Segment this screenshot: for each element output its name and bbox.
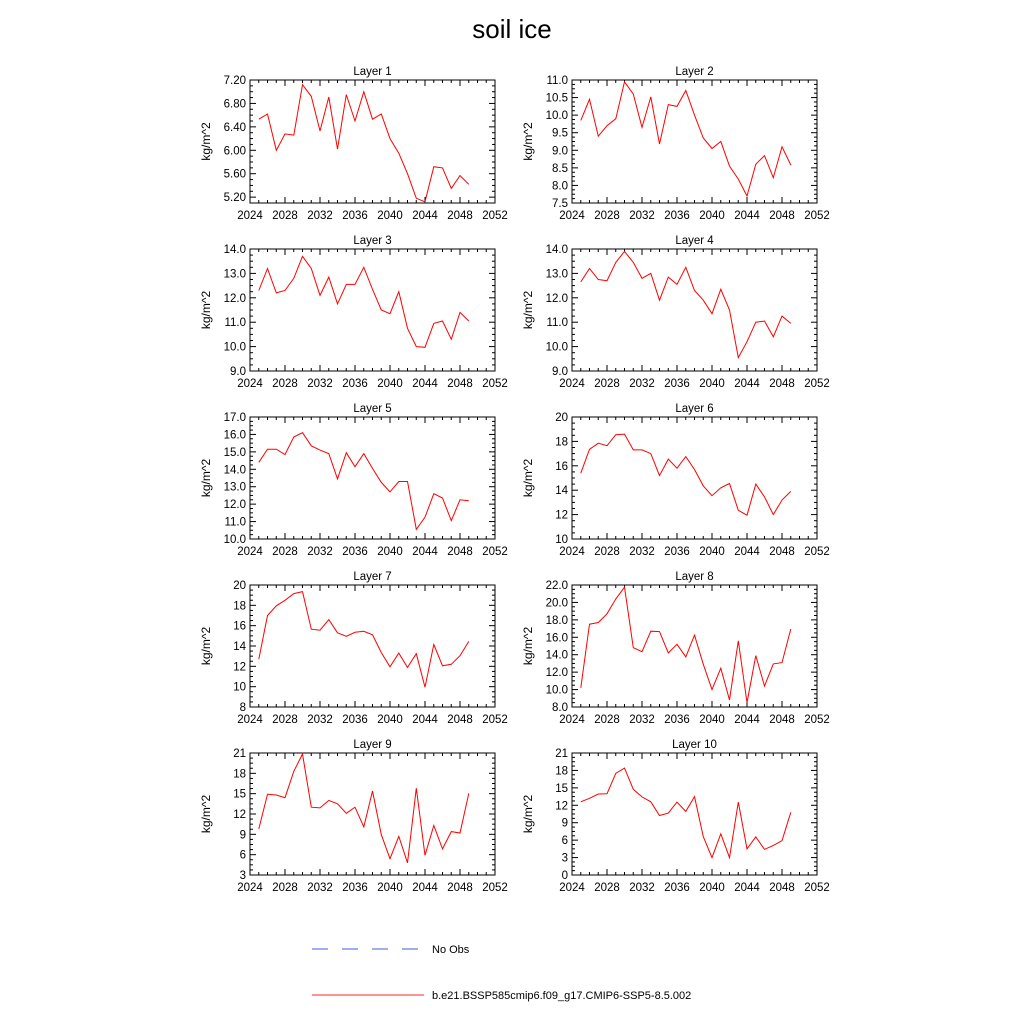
legend-label: No Obs (432, 944, 470, 956)
y-tick-label: 18 (233, 600, 246, 613)
x-tick-label: 2048 (769, 882, 795, 894)
x-tick-label: 2040 (699, 546, 725, 558)
y-tick-label: 15 (233, 788, 246, 801)
y-tick-label: 12.0 (545, 667, 568, 680)
x-tick-label: 2040 (699, 882, 725, 894)
panel-title: Layer 3 (353, 235, 392, 247)
y-tick-label: 7.20 (223, 75, 246, 87)
panel-layer-2 (521, 66, 830, 222)
y-tick-label: 11.0 (224, 317, 246, 330)
panel-layer-3 (199, 235, 508, 390)
y-tick-label: 21 (233, 748, 246, 760)
x-tick-label: 2048 (769, 546, 795, 558)
x-tick-label: 2044 (734, 546, 760, 558)
plot-frame (250, 417, 495, 539)
y-tick-label: 15 (555, 782, 568, 795)
y-tick-label: 16 (555, 460, 568, 473)
y-tick-label: 10.0 (545, 341, 568, 354)
x-tick-label: 2052 (482, 210, 508, 222)
panel-layer-10 (521, 739, 830, 894)
x-tick-label: 2044 (412, 210, 438, 222)
x-tick-label: 2036 (342, 714, 368, 726)
plot-frame (572, 249, 817, 371)
y-tick-label: 20.0 (545, 597, 568, 610)
panel-layer-9 (199, 739, 508, 894)
y-tick-label: 7.5 (552, 198, 568, 210)
y-tick-label: 6.00 (223, 145, 246, 158)
y-tick-label: 14.0 (223, 244, 246, 256)
x-tick-label: 2028 (272, 714, 298, 726)
y-tick-label: 12 (233, 809, 246, 821)
x-tick-label: 2044 (412, 714, 438, 726)
x-tick-label: 2028 (272, 378, 298, 390)
series-line (581, 434, 791, 515)
x-tick-label: 2052 (482, 714, 508, 726)
y-axis-label: kg/m^2 (521, 290, 535, 330)
y-tick-label: 3 (239, 870, 246, 882)
y-tick-label: 12.0 (223, 499, 246, 512)
x-tick-label: 2028 (272, 882, 298, 894)
x-tick-label: 2028 (594, 882, 620, 894)
x-tick-label: 2040 (377, 378, 403, 390)
x-tick-label: 2048 (447, 378, 473, 390)
x-tick-label: 2052 (804, 210, 830, 222)
x-tick-label: 2036 (664, 378, 690, 390)
y-tick-label: 10.0 (545, 684, 568, 697)
y-tick-label: 5.60 (223, 168, 246, 181)
y-axis-label: kg/m^2 (199, 458, 213, 498)
x-tick-label: 2052 (482, 882, 508, 894)
y-tick-label: 3 (561, 852, 568, 865)
x-tick-label: 2040 (699, 378, 725, 390)
y-tick-label: 12.0 (223, 292, 246, 305)
panel-layer-5 (199, 403, 508, 558)
y-tick-label: 20 (233, 580, 246, 592)
legend-label: b.e21.BSSP585cmip6.f09_g17.CMIP6-SSP5-8.5.002 (432, 990, 692, 1002)
plot-frame (250, 80, 495, 203)
plot-frame (572, 585, 817, 707)
x-tick-label: 2032 (629, 714, 655, 726)
x-tick-label: 2036 (342, 378, 368, 390)
series-line (259, 256, 469, 347)
y-tick-label: 10.0 (223, 341, 246, 354)
y-tick-label: 6 (561, 835, 568, 848)
x-tick-label: 2032 (629, 546, 655, 558)
y-tick-label: 16.0 (223, 429, 246, 442)
y-tick-label: 20 (555, 412, 568, 424)
panel-layer-7 (199, 571, 508, 726)
panel-layer-8 (521, 571, 830, 726)
x-tick-label: 2036 (664, 546, 690, 558)
y-tick-label: 14.0 (545, 244, 568, 256)
y-tick-label: 16.0 (545, 632, 568, 645)
x-tick-label: 2048 (769, 210, 795, 222)
series-line (581, 82, 791, 196)
y-tick-label: 8.5 (552, 162, 568, 175)
plot-frame (572, 417, 817, 539)
y-tick-label: 14.0 (545, 649, 568, 662)
x-tick-label: 2024 (237, 546, 263, 558)
plot-frame (250, 753, 495, 875)
y-tick-label: 18.0 (545, 614, 568, 627)
x-tick-label: 2048 (447, 714, 473, 726)
x-tick-label: 2040 (377, 210, 403, 222)
y-tick-label: 9.0 (552, 145, 568, 158)
panel-title: Layer 2 (675, 66, 714, 78)
x-tick-label: 2032 (629, 378, 655, 390)
y-tick-label: 8 (239, 702, 246, 714)
x-tick-label: 2028 (594, 546, 620, 558)
x-tick-label: 2044 (734, 882, 760, 894)
panel-layer-4 (521, 235, 830, 390)
x-tick-label: 2048 (447, 210, 473, 222)
y-tick-label: 0 (561, 870, 568, 882)
y-tick-label: 9 (561, 817, 568, 830)
y-tick-label: 6.80 (223, 98, 246, 111)
x-tick-label: 2044 (734, 714, 760, 726)
x-tick-label: 2036 (664, 210, 690, 222)
x-tick-label: 2044 (412, 882, 438, 894)
panel-title: Layer 6 (675, 403, 714, 415)
y-axis-label: kg/m^2 (199, 626, 213, 666)
x-tick-label: 2052 (804, 882, 830, 894)
series-line (259, 433, 469, 530)
x-tick-label: 2048 (447, 882, 473, 894)
y-axis-label: kg/m^2 (199, 122, 213, 161)
panel-layer-6 (521, 403, 830, 558)
x-tick-label: 2052 (482, 546, 508, 558)
y-tick-label: 8.0 (552, 702, 568, 714)
y-axis-label: kg/m^2 (521, 122, 535, 161)
y-tick-label: 12.0 (545, 292, 568, 305)
legend (312, 944, 691, 1002)
y-tick-label: 10 (233, 681, 246, 694)
x-tick-label: 2024 (559, 210, 585, 222)
y-tick-label: 17.0 (223, 412, 246, 424)
x-tick-label: 2040 (377, 714, 403, 726)
y-tick-label: 13.0 (223, 481, 246, 494)
x-tick-label: 2044 (412, 546, 438, 558)
y-tick-label: 18 (233, 768, 246, 781)
x-tick-label: 2024 (237, 210, 263, 222)
x-tick-label: 2032 (307, 378, 333, 390)
series-line (259, 592, 469, 688)
x-tick-label: 2048 (769, 378, 795, 390)
x-tick-label: 2024 (237, 882, 263, 894)
x-tick-label: 2036 (342, 546, 368, 558)
series-line (581, 768, 791, 858)
x-tick-label: 2028 (594, 714, 620, 726)
x-tick-label: 2024 (559, 714, 585, 726)
y-tick-label: 14 (555, 485, 568, 498)
x-tick-label: 2036 (342, 882, 368, 894)
y-tick-label: 12 (233, 661, 246, 674)
y-axis-label: kg/m^2 (521, 458, 535, 498)
y-tick-label: 14 (233, 641, 246, 653)
y-tick-label: 13.0 (545, 268, 568, 281)
y-tick-label: 9.5 (552, 127, 568, 140)
y-tick-label: 18 (555, 436, 568, 449)
x-tick-label: 2052 (804, 378, 830, 390)
plot-frame (250, 585, 495, 707)
y-tick-label: 15.0 (223, 446, 246, 459)
y-axis-label: kg/m^2 (521, 626, 535, 666)
y-tick-label: 21 (555, 748, 568, 760)
x-tick-label: 2040 (699, 714, 725, 726)
panel-title: Layer 5 (353, 403, 392, 415)
x-tick-label: 2032 (307, 882, 333, 894)
x-tick-label: 2048 (447, 546, 473, 558)
x-tick-label: 2036 (664, 714, 690, 726)
y-tick-label: 12 (555, 509, 568, 522)
x-tick-label: 2024 (559, 882, 585, 894)
x-tick-label: 2036 (342, 210, 368, 222)
y-tick-label: 9 (239, 829, 246, 842)
y-tick-label: 11.0 (224, 516, 246, 529)
y-tick-label: 12 (555, 800, 568, 813)
x-tick-label: 2036 (664, 882, 690, 894)
x-tick-label: 2032 (629, 882, 655, 894)
y-tick-label: 14.0 (223, 464, 246, 477)
x-tick-label: 2028 (594, 210, 620, 222)
y-tick-label: 10.0 (545, 110, 568, 123)
panel-title: Layer 4 (675, 235, 714, 247)
x-tick-label: 2052 (804, 714, 830, 726)
y-tick-label: 9.0 (230, 366, 246, 378)
y-axis-label: kg/m^2 (199, 290, 213, 330)
plot-frame (572, 753, 817, 875)
y-tick-label: 8.0 (552, 180, 568, 193)
y-tick-label: 13.0 (223, 268, 246, 281)
x-tick-label: 2024 (237, 714, 263, 726)
x-tick-label: 2024 (559, 546, 585, 558)
plot-frame (250, 249, 495, 371)
y-tick-label: 11.0 (546, 75, 568, 87)
x-tick-label: 2024 (237, 378, 263, 390)
x-tick-label: 2048 (769, 714, 795, 726)
panel-title: Layer 1 (353, 66, 392, 78)
series-line (581, 587, 791, 702)
y-tick-label: 5.20 (223, 192, 246, 205)
series-line (259, 85, 469, 202)
panel-title: Layer 10 (672, 739, 717, 751)
y-axis-label: kg/m^2 (199, 794, 213, 834)
page-title: soil ice (472, 14, 552, 44)
y-tick-label: 10 (555, 534, 568, 546)
panel-title: Layer 8 (675, 571, 714, 583)
x-tick-label: 2032 (307, 546, 333, 558)
x-tick-label: 2028 (594, 378, 620, 390)
x-tick-label: 2040 (377, 882, 403, 894)
y-tick-label: 10.5 (545, 92, 568, 105)
x-tick-label: 2024 (559, 378, 585, 390)
x-tick-label: 2044 (734, 210, 760, 222)
x-tick-label: 2032 (307, 714, 333, 726)
y-tick-label: 11.0 (546, 317, 568, 330)
x-tick-label: 2032 (307, 210, 333, 222)
y-tick-label: 22.0 (545, 580, 568, 592)
series-line (581, 251, 791, 357)
x-tick-label: 2028 (272, 546, 298, 558)
y-tick-label: 16 (233, 620, 246, 633)
y-tick-label: 6.40 (223, 121, 246, 134)
y-tick-label: 10.0 (223, 534, 246, 546)
series-line (259, 754, 469, 863)
y-tick-label: 9.0 (552, 366, 568, 378)
x-tick-label: 2052 (482, 378, 508, 390)
y-tick-label: 6 (239, 849, 246, 862)
y-tick-label: 18 (555, 765, 568, 778)
panel-layer-1 (199, 66, 508, 222)
x-tick-label: 2044 (734, 378, 760, 390)
plot-frame (572, 80, 817, 203)
x-tick-label: 2040 (377, 546, 403, 558)
x-tick-label: 2040 (699, 210, 725, 222)
x-tick-label: 2032 (629, 210, 655, 222)
x-tick-label: 2044 (412, 378, 438, 390)
panel-title: Layer 7 (353, 571, 392, 583)
panel-title: Layer 9 (353, 739, 392, 751)
y-axis-label: kg/m^2 (521, 794, 535, 834)
x-tick-label: 2052 (804, 546, 830, 558)
x-tick-label: 2028 (272, 210, 298, 222)
